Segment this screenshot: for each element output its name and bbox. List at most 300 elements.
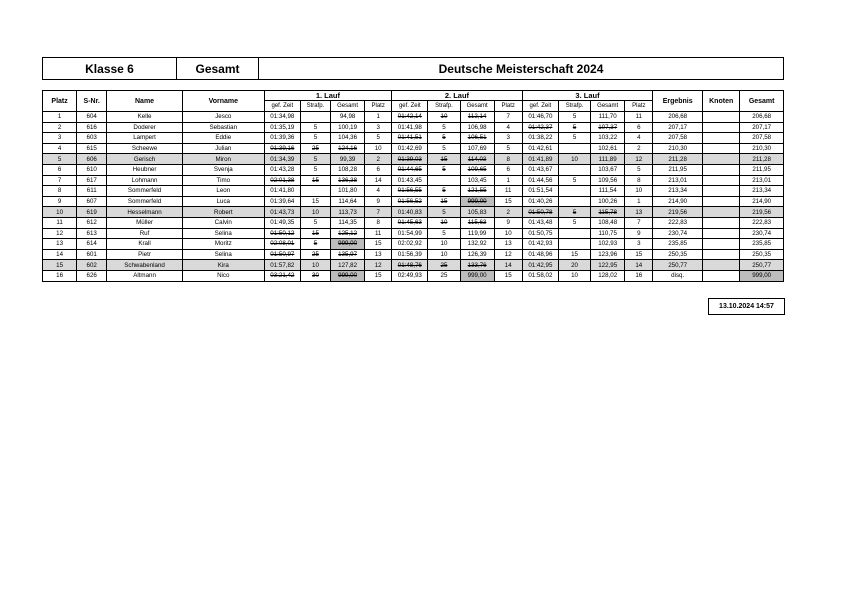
run-2-time-cell: 01:40,83 [392, 207, 428, 218]
run-2-place-cell: 7 [494, 112, 522, 123]
run-1-total-cell: 99,39 [331, 154, 365, 165]
first-name-cell: Julian [182, 143, 264, 154]
start-number-cell: 602 [77, 260, 107, 271]
knoten-cell [703, 207, 740, 218]
start-number-cell: 601 [77, 249, 107, 260]
run-3-penalty-cell [558, 164, 590, 175]
run-3-time-cell: 01:42,61 [522, 143, 558, 154]
run-1-total-cell: 999,00 [331, 239, 365, 250]
run-1-penalty-cell: 25 [300, 143, 330, 154]
name-cell: Krall [107, 239, 183, 250]
run-3-penalty-cell: 5 [558, 112, 590, 123]
run-1-place-cell: 12 [365, 260, 392, 271]
run-2-penalty-cell: 15 [428, 154, 460, 165]
gesamt-cell: 213,01 [740, 175, 784, 186]
run-1-total-cell: 125,12 [331, 228, 365, 239]
start-number-cell: 617 [77, 175, 107, 186]
run-1-place-cell: 8 [365, 217, 392, 228]
run-3-penalty-cell: 10 [558, 154, 590, 165]
ergebnis-cell: 213,01 [653, 175, 703, 186]
ergebnis-cell: 207,58 [653, 133, 703, 144]
gesamt-cell: 230,74 [740, 228, 784, 239]
name-cell: Sommerfeld [107, 196, 183, 207]
knoten-cell [703, 249, 740, 260]
gesamt-cell: 206,68 [740, 112, 784, 123]
header-bar [42, 57, 784, 80]
run-1-penalty-cell: 5 [300, 164, 330, 175]
name-cell: Scheewe [107, 143, 183, 154]
class-label: Klasse 6 [43, 58, 177, 79]
run-1-penalty-cell: 15 [300, 196, 330, 207]
run-1-penalty-cell: 5 [300, 122, 330, 133]
col-run-1-time: gef. Zeit [264, 101, 300, 112]
run-3-place-cell: 1 [625, 196, 653, 207]
platz-cell: 11 [43, 217, 77, 228]
name-cell: Altmann [107, 270, 183, 281]
run-3-place-cell: 15 [625, 249, 653, 260]
run-2-penalty-cell: 5 [428, 207, 460, 218]
platz-cell: 16 [43, 270, 77, 281]
start-number-cell: 613 [77, 228, 107, 239]
run-1-penalty-cell: 10 [300, 207, 330, 218]
run-1-place-cell: 11 [365, 228, 392, 239]
knoten-cell [703, 112, 740, 123]
run-2-time-cell: 01:39,03 [392, 154, 428, 165]
table-row [43, 260, 784, 271]
table-body [43, 112, 784, 282]
run-2-place-cell: 10 [494, 228, 522, 239]
knoten-cell [703, 133, 740, 144]
run-1-time-cell: 01:50,12 [264, 228, 300, 239]
col-run-2-total: Gesamt [460, 101, 494, 112]
run-3-total-cell: 103,67 [591, 164, 625, 175]
run-1-total-cell: 101,80 [331, 186, 365, 197]
run-3-time-cell: 01:42,37 [522, 122, 558, 133]
run-2-time-cell: 01:48,76 [392, 260, 428, 271]
run-2-time-cell: 01:43,45 [392, 175, 428, 186]
run-1-place-cell: 6 [365, 164, 392, 175]
ergebnis-cell: disq. [653, 270, 703, 281]
run-3-time-cell: 01:41,89 [522, 154, 558, 165]
run-3-penalty-cell [558, 186, 590, 197]
run-3-place-cell: 8 [625, 175, 653, 186]
start-number-cell: 615 [77, 143, 107, 154]
table-row [43, 196, 784, 207]
run-2-penalty-cell [428, 175, 460, 186]
run-1-time-cell: 01:34,98 [264, 112, 300, 123]
run-3-total-cell: 109,56 [591, 175, 625, 186]
run-2-place-cell: 12 [494, 249, 522, 260]
gesamt-cell: 250,77 [740, 260, 784, 271]
run-3-total-cell: 115,78 [591, 207, 625, 218]
run-1-place-cell: 7 [365, 207, 392, 218]
run-1-penalty-cell [300, 112, 330, 123]
table-row [43, 112, 784, 123]
run-2-penalty-cell: 5 [428, 122, 460, 133]
name-cell: Hesselmann [107, 207, 183, 218]
first-name-cell: Robert [182, 207, 264, 218]
run-2-total-cell: 133,76 [460, 260, 494, 271]
run-3-place-cell: 16 [625, 270, 653, 281]
gesamt-cell: 222,83 [740, 217, 784, 228]
name-cell: Kelle [107, 112, 183, 123]
run-2-place-cell: 14 [494, 260, 522, 271]
run-1-penalty-cell: 5 [300, 239, 330, 250]
first-name-cell: Svenja [182, 164, 264, 175]
run-1-penalty-cell: 5 [300, 217, 330, 228]
ergebnis-cell: 222,83 [653, 217, 703, 228]
run-1-place-cell: 4 [365, 186, 392, 197]
event-title: Deutsche Meisterschaft 2024 [438, 61, 604, 76]
first-name-cell: Leon [182, 186, 264, 197]
run-1-total-cell: 999,00 [331, 270, 365, 281]
run-2-place-cell: 2 [494, 207, 522, 218]
run-1-place-cell: 3 [365, 122, 392, 133]
run-3-penalty-cell: 5 [558, 133, 590, 144]
run-3-time-cell: 01:50,78 [522, 207, 558, 218]
run-3-penalty-cell: 15 [558, 249, 590, 260]
run-1-place-cell: 9 [365, 196, 392, 207]
run-2-time-cell: 01:44,65 [392, 164, 428, 175]
gesamt-cell: 219,56 [740, 207, 784, 218]
platz-cell: 2 [43, 122, 77, 133]
run-2-total-cell: 999,00 [460, 270, 494, 281]
run-1-penalty-cell: 5 [300, 154, 330, 165]
run-3-total-cell: 110,75 [591, 228, 625, 239]
run-2-penalty-cell: 10 [428, 239, 460, 250]
run-3-place-cell: 2 [625, 143, 653, 154]
start-number-cell: 619 [77, 207, 107, 218]
run-2-time-cell: 02:49,93 [392, 270, 428, 281]
first-name-cell: Eddie [182, 133, 264, 144]
run-2-total-cell: 109,65 [460, 164, 494, 175]
table-row [43, 133, 784, 144]
run-2-place-cell: 5 [494, 143, 522, 154]
name-cell: Heubner [107, 164, 183, 175]
run-3-place-cell: 7 [625, 217, 653, 228]
run-3-place-cell: 14 [625, 260, 653, 271]
run-2-time-cell: 01:41,51 [392, 133, 428, 144]
start-number-cell: 610 [77, 164, 107, 175]
platz-cell: 5 [43, 154, 77, 165]
run-2-place-cell: 15 [494, 270, 522, 281]
run-3-penalty-cell [558, 228, 590, 239]
run-3-time-cell: 01:42,95 [522, 260, 558, 271]
run-1-total-cell: 114,35 [331, 217, 365, 228]
col-platz: Platz [43, 91, 77, 112]
run-3-time-cell: 01:43,48 [522, 217, 558, 228]
run-1-time-cell: 01:35,19 [264, 122, 300, 133]
gesamt-cell: 211,95 [740, 164, 784, 175]
knoten-cell [703, 228, 740, 239]
col-run-3-total: Gesamt [591, 101, 625, 112]
run-2-total-cell: 121,55 [460, 186, 494, 197]
first-name-cell: Selina [182, 249, 264, 260]
run-1-place-cell: 5 [365, 133, 392, 144]
run-2-total-cell: 119,99 [460, 228, 494, 239]
run-3-time-cell: 01:50,75 [522, 228, 558, 239]
run-1-time-cell: 01:57,82 [264, 260, 300, 271]
run-2-time-cell: 01:45,63 [392, 217, 428, 228]
knoten-cell [703, 260, 740, 271]
run-3-penalty-cell: 5 [558, 122, 590, 133]
run-3-place-cell: 3 [625, 239, 653, 250]
run-1-penalty-cell: 30 [300, 270, 330, 281]
col-run-1-penalty: Strafp. [300, 101, 330, 112]
col-run-1: 1. Lauf [264, 91, 391, 101]
run-1-time-cell: 01:34,39 [264, 154, 300, 165]
knoten-cell [703, 270, 740, 281]
table-row [43, 122, 784, 133]
first-name-cell: Nico [182, 270, 264, 281]
platz-cell: 6 [43, 164, 77, 175]
table-row [43, 186, 784, 197]
run-2-penalty-cell: 5 [428, 228, 460, 239]
col-run-1-place: Platz [365, 101, 392, 112]
run-2-total-cell: 103,45 [460, 175, 494, 186]
platz-cell: 14 [43, 249, 77, 260]
run-1-total-cell: 94,98 [331, 112, 365, 123]
run-3-penalty-cell [558, 196, 590, 207]
run-1-place-cell: 15 [365, 239, 392, 250]
name-cell: Gerisch [107, 154, 183, 165]
ergebnis-cell: 250,77 [653, 260, 703, 271]
table-row [43, 217, 784, 228]
knoten-cell [703, 217, 740, 228]
start-number-cell: 607 [77, 196, 107, 207]
run-2-place-cell: 11 [494, 186, 522, 197]
run-2-place-cell: 9 [494, 217, 522, 228]
name-cell: Ruf [107, 228, 183, 239]
knoten-cell [703, 239, 740, 250]
run-2-total-cell: 112,14 [460, 112, 494, 123]
col-vorname: Vorname [182, 91, 264, 112]
run-2-penalty-cell: 25 [428, 260, 460, 271]
run-1-penalty-cell: 25 [300, 249, 330, 260]
run-1-penalty-cell: 15 [300, 228, 330, 239]
col-run-1-total: Gesamt [331, 101, 365, 112]
start-number-cell: 606 [77, 154, 107, 165]
run-2-total-cell: 115,63 [460, 217, 494, 228]
start-number-cell: 612 [77, 217, 107, 228]
run-2-time-cell: 01:56,52 [392, 196, 428, 207]
run-2-total-cell: 107,69 [460, 143, 494, 154]
run-2-total-cell: 105,83 [460, 207, 494, 218]
gesamt-cell: 999,00 [740, 270, 784, 281]
run-1-time-cell: 01:39,16 [264, 143, 300, 154]
timestamp: 13.10.2024 14:57 [708, 298, 785, 315]
name-cell: Lampert [107, 133, 183, 144]
run-2-place-cell: 13 [494, 239, 522, 250]
platz-cell: 15 [43, 260, 77, 271]
table-row [43, 249, 784, 260]
first-name-cell: Luca [182, 196, 264, 207]
run-2-penalty-cell: 25 [428, 270, 460, 281]
run-1-total-cell: 114,64 [331, 196, 365, 207]
table-row [43, 228, 784, 239]
ergebnis-cell: 230,74 [653, 228, 703, 239]
gesamt-cell: 211,28 [740, 154, 784, 165]
run-1-total-cell: 100,19 [331, 122, 365, 133]
run-1-penalty-cell [300, 186, 330, 197]
run-3-total-cell: 123,96 [591, 249, 625, 260]
run-2-place-cell: 15 [494, 196, 522, 207]
run-2-penalty-cell: 5 [428, 143, 460, 154]
col-knoten: Knoten [703, 91, 740, 112]
start-number-cell: 616 [77, 122, 107, 133]
start-number-cell: 626 [77, 270, 107, 281]
run-3-total-cell: 102,61 [591, 143, 625, 154]
knoten-cell [703, 186, 740, 197]
knoten-cell [703, 196, 740, 207]
run-1-total-cell: 108,28 [331, 164, 365, 175]
col-run-2-time: gef. Zeit [392, 101, 428, 112]
scope-label: Gesamt [177, 58, 259, 79]
run-3-place-cell: 12 [625, 154, 653, 165]
run-2-place-cell: 6 [494, 164, 522, 175]
run-1-place-cell: 1 [365, 112, 392, 123]
col-run-3-time: gef. Zeit [522, 101, 558, 112]
run-3-place-cell: 5 [625, 164, 653, 175]
run-2-place-cell: 4 [494, 122, 522, 133]
gesamt-cell: 214,90 [740, 196, 784, 207]
first-name-cell: Timo [182, 175, 264, 186]
run-2-total-cell: 106,98 [460, 122, 494, 133]
run-2-penalty-cell: 10 [428, 249, 460, 260]
run-2-place-cell: 3 [494, 133, 522, 144]
run-3-total-cell: 100,26 [591, 196, 625, 207]
run-2-time-cell: 01:56,39 [392, 249, 428, 260]
ergebnis-cell: 235,85 [653, 239, 703, 250]
run-1-place-cell: 10 [365, 143, 392, 154]
run-3-penalty-cell: 10 [558, 270, 590, 281]
gesamt-cell: 213,34 [740, 186, 784, 197]
table-row [43, 154, 784, 165]
run-3-time-cell: 01:44,56 [522, 175, 558, 186]
name-cell: Müller [107, 217, 183, 228]
col-ergebnis: Ergebnis [653, 91, 703, 112]
run-3-total-cell: 111,70 [591, 112, 625, 123]
run-1-time-cell: 01:39,36 [264, 133, 300, 144]
name-cell: Sommerfeld [107, 186, 183, 197]
platz-cell: 10 [43, 207, 77, 218]
knoten-cell [703, 143, 740, 154]
col-run-3-penalty: Strafp. [558, 101, 590, 112]
run-2-total-cell: 106,51 [460, 133, 494, 144]
col-run-3-place: Platz [625, 101, 653, 112]
ergebnis-cell: 207,17 [653, 122, 703, 133]
knoten-cell [703, 154, 740, 165]
knoten-cell [703, 122, 740, 133]
run-2-total-cell: 999,00 [460, 196, 494, 207]
table-row [43, 143, 784, 154]
start-number-cell: 614 [77, 239, 107, 250]
run-2-time-cell: 01:54,99 [392, 228, 428, 239]
knoten-cell [703, 175, 740, 186]
table-row [43, 175, 784, 186]
run-2-time-cell: 02:02,92 [392, 239, 428, 250]
name-cell: Lohmann [107, 175, 183, 186]
platz-cell: 1 [43, 112, 77, 123]
platz-cell: 8 [43, 186, 77, 197]
col-run-2: 2. Lauf [392, 91, 523, 101]
run-1-place-cell: 2 [365, 154, 392, 165]
run-3-penalty-cell: 20 [558, 260, 590, 271]
run-3-penalty-cell: 5 [558, 207, 590, 218]
run-3-place-cell: 11 [625, 112, 653, 123]
knoten-cell [703, 164, 740, 175]
ergebnis-cell: 213,34 [653, 186, 703, 197]
run-2-time-cell: 01:42,14 [392, 112, 428, 123]
run-2-time-cell: 01:42,69 [392, 143, 428, 154]
platz-cell: 4 [43, 143, 77, 154]
platz-cell: 3 [43, 133, 77, 144]
table-row [43, 207, 784, 218]
run-3-place-cell: 9 [625, 228, 653, 239]
gesamt-cell: 235,85 [740, 239, 784, 250]
platz-cell: 7 [43, 175, 77, 186]
first-name-cell: Selina [182, 228, 264, 239]
run-1-time-cell: 02:01,38 [264, 175, 300, 186]
run-1-time-cell: 01:43,28 [264, 164, 300, 175]
col-snr: S-Nr. [77, 91, 107, 112]
name-cell: Doderer [107, 122, 183, 133]
col-run-2-place: Platz [494, 101, 522, 112]
run-3-total-cell: 111,89 [591, 154, 625, 165]
run-3-time-cell: 01:42,93 [522, 239, 558, 250]
first-name-cell: Kira [182, 260, 264, 271]
run-3-penalty-cell [558, 239, 590, 250]
gesamt-cell: 207,58 [740, 133, 784, 144]
run-2-time-cell: 01:56,55 [392, 186, 428, 197]
name-cell: Pietr [107, 249, 183, 260]
start-number-cell: 611 [77, 186, 107, 197]
start-number-cell: 603 [77, 133, 107, 144]
ergebnis-cell: 211,28 [653, 154, 703, 165]
run-1-place-cell: 14 [365, 175, 392, 186]
run-1-total-cell: 127,82 [331, 260, 365, 271]
ergebnis-cell: 206,68 [653, 112, 703, 123]
run-1-time-cell: 01:41,80 [264, 186, 300, 197]
results-table [42, 90, 784, 282]
run-3-total-cell: 103,22 [591, 133, 625, 144]
run-1-total-cell: 124,16 [331, 143, 365, 154]
run-3-time-cell: 01:38,22 [522, 133, 558, 144]
run-1-total-cell: 136,38 [331, 175, 365, 186]
name-cell: Schwabenland [107, 260, 183, 271]
first-name-cell: Calvin [182, 217, 264, 228]
platz-cell: 12 [43, 228, 77, 239]
run-1-time-cell: 01:43,73 [264, 207, 300, 218]
run-2-total-cell: 132,92 [460, 239, 494, 250]
run-1-time-cell: 01:49,35 [264, 217, 300, 228]
start-number-cell: 604 [77, 112, 107, 123]
table-row [43, 164, 784, 175]
run-3-total-cell: 102,93 [591, 239, 625, 250]
run-2-penalty-cell: 5 [428, 164, 460, 175]
run-3-time-cell: 01:46,70 [522, 112, 558, 123]
col-run-3: 3. Lauf [522, 91, 653, 101]
gesamt-cell: 210,30 [740, 143, 784, 154]
col-gesamt: Gesamt [740, 91, 784, 112]
run-3-penalty-cell: 5 [558, 175, 590, 186]
run-3-time-cell: 01:58,02 [522, 270, 558, 281]
run-2-penalty-cell: 5 [428, 186, 460, 197]
run-3-total-cell: 108,48 [591, 217, 625, 228]
ergebnis-cell: 210,30 [653, 143, 703, 154]
table-row [43, 239, 784, 250]
run-1-total-cell: 104,36 [331, 133, 365, 144]
